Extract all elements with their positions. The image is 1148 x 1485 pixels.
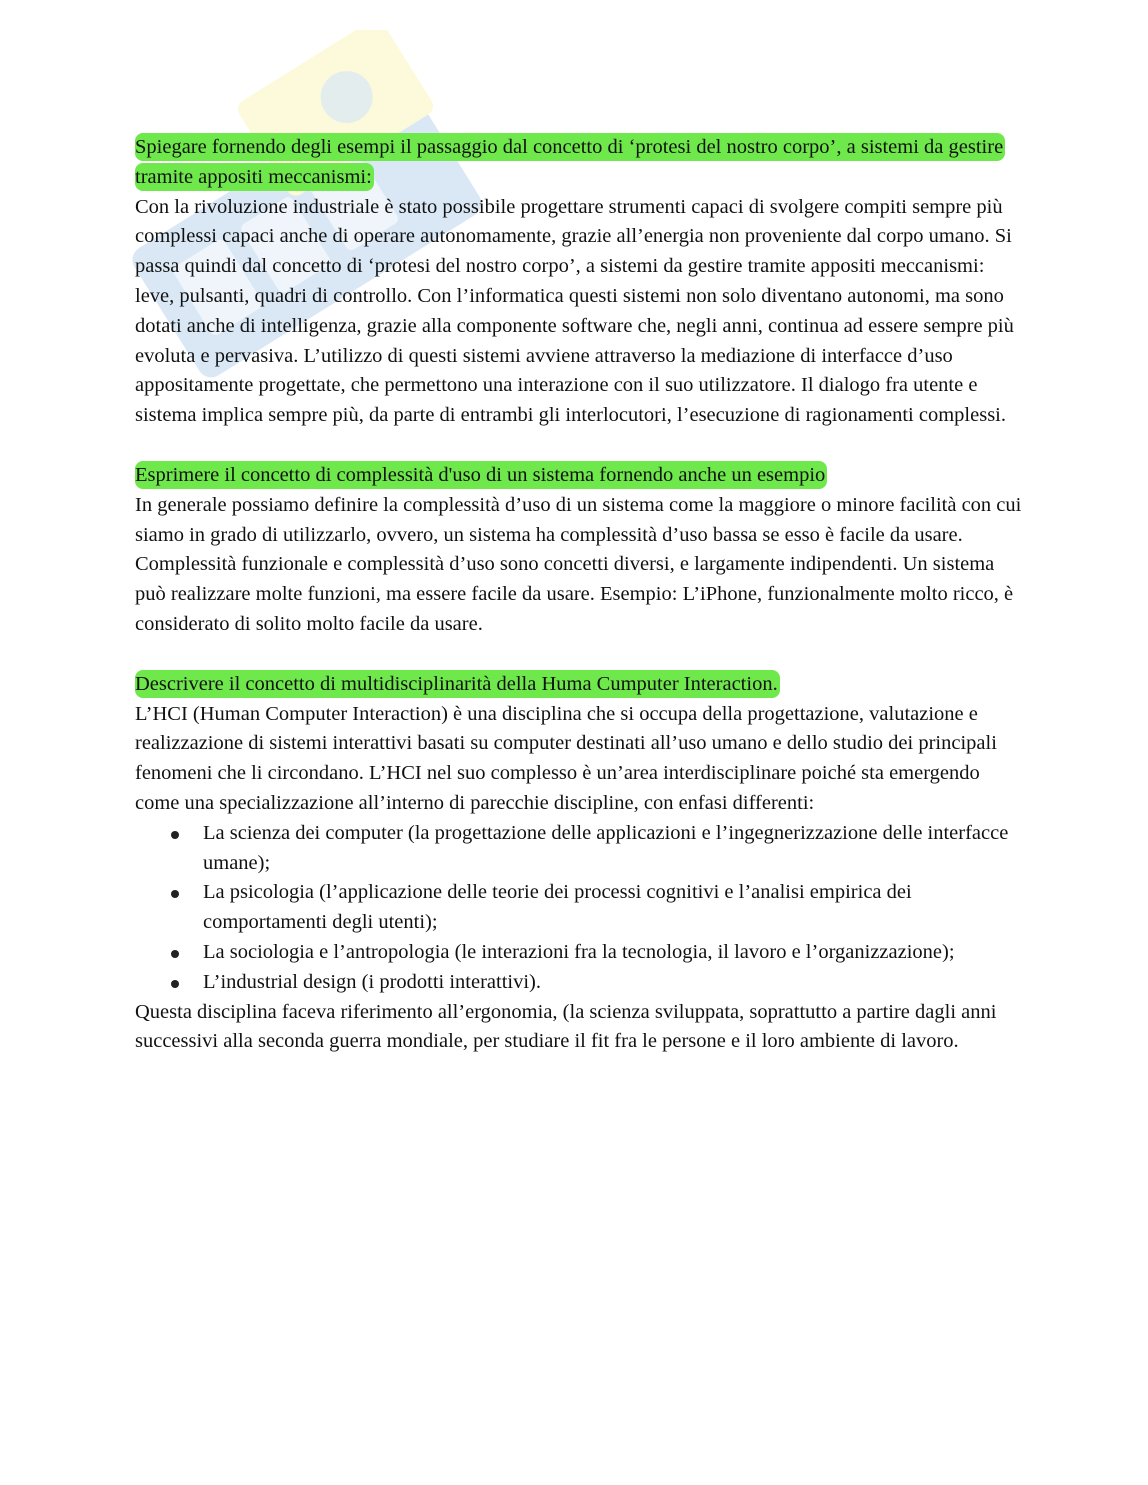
list-item: La psicologia (l’applicazione delle teorie dei processi cognitivi e l’analisi empirica dei comportamenti degli utenti); xyxy=(135,878,1025,938)
list-item: La scienza dei computer (la progettazione delle applicazioni e l’ingegnerizzazione delle interfacce umane); xyxy=(135,819,1025,879)
bullet-icon xyxy=(171,980,179,988)
list-item: L’industrial design (i prodotti interattivi). xyxy=(135,968,1025,998)
answer-paragraph: L’HCI (Human Computer Interaction) è una disciplina che si occupa della progettazione, valutazione e realizzazione di sistemi interattivi basati su computer destinati all’uso umano e dello studio dei principali fenomeni che li circondano. L’HCI nel suo complesso è un’area interdisciplinare poiché sta emergendo come una specializzazione all’interno di parecchie discipline, con enfasi differenti: xyxy=(135,702,997,814)
closing-paragraph: Questa disciplina faceva riferimento all’ergonomia, (la scienza sviluppata, soprattutto a partire dagli anni successivi alla seconda guerra mondiale, per studiare il fit fra le persone e il loro ambiente di lavoro. xyxy=(135,1000,997,1053)
bullet-icon xyxy=(171,950,179,958)
bullet-icon xyxy=(171,831,179,839)
list-item: La sociologia e l’antropologia (le interazioni fra la tecnologia, il lavoro e l’organizzazione); xyxy=(135,938,1025,968)
answer-paragraph: In generale possiamo definire la complessità d’uso di un sistema come la maggiore o minore facilità con cui siamo in grado di utilizzarlo, ovvero, un sistema ha complessità d’uso bassa se esso è facile da usare. Complessità funzionale e complessità d’uso sono concetti diversi, e largamente indipendenti. Un sistema può realizzare molte funzioni, ma essere facile da usare. Esempio: L’iPhone, funzionalmente molto ricco, è considerato di solito molto facile da usare. xyxy=(135,493,1022,635)
discipline-list xyxy=(135,819,1025,998)
question-heading: Spiegare fornendo degli esempi il passaggio dal concetto di ‘protesi del nostro corpo’, a sistemi da gestire tramite appositi meccanismi: xyxy=(135,133,1025,193)
document-body xyxy=(135,133,1025,1057)
question-heading: Descrivere il concetto di multidisciplinarità della Huma Cumputer Interaction. xyxy=(135,670,1025,700)
section-spacer xyxy=(135,640,1025,670)
answer-paragraph: Con la rivoluzione industriale è stato possibile progettare strumenti capaci di svolgere compiti sempre più complessi capaci anche di operare autonomamente, grazie all’energia non proveniente dal corpo umano. Si passa quindi dal concetto di ‘protesi del nostro corpo’, a sistemi da gestire tramite appositi meccanismi: leve, pulsanti, quadri di controllo. Con l’informatica questi sistemi non solo diventano autonomi, ma sono dotati anche di intelligenza, grazie alla componente software che, negli anni, continua ad essere sempre più evoluta e pervasiva. L’utilizzo di questi sistemi avviene attraverso la mediazione di interfacce d’uso appositamente progettate, che permettono una interazione con il suo utilizzatore. Il dialogo fra utente e sistema implica sempre più, da parte di entrambi gli interlocutori, l’esecuzione di ragionamenti complessi. xyxy=(135,195,1014,427)
bullet-icon xyxy=(171,890,179,898)
question-heading: Esprimere il concetto di complessità d'uso di un sistema fornendo anche un esempio xyxy=(135,461,1025,491)
section-spacer xyxy=(135,431,1025,461)
